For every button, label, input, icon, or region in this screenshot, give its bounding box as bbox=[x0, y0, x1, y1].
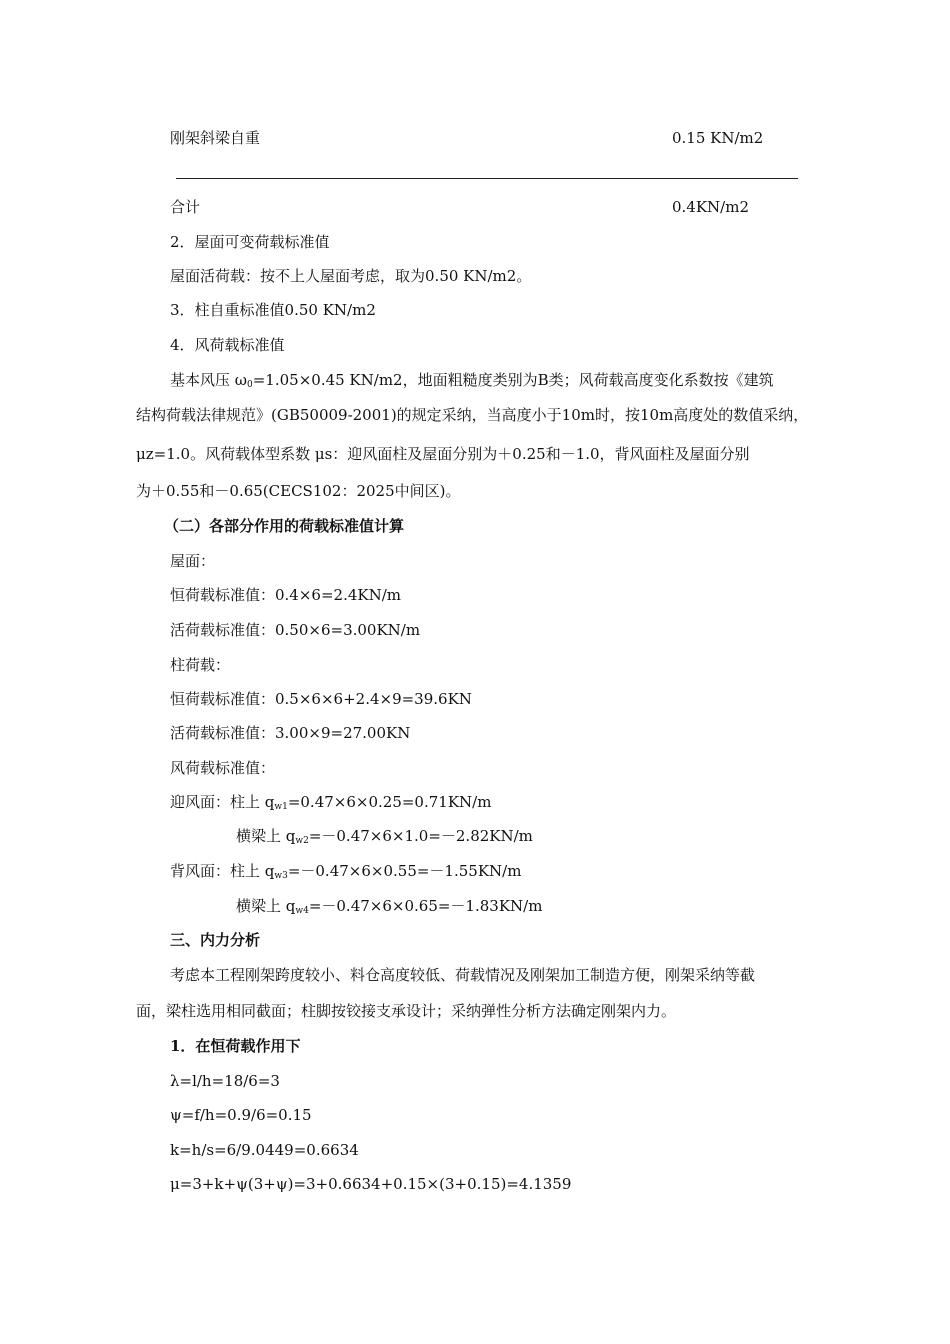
formula-k: k=h/s=6/9.0449=0.6634 bbox=[170, 1141, 359, 1159]
live-load-text: 屋面活荷载：按不上人屋面考虑，取为0.50 KN/m2。 bbox=[170, 267, 532, 285]
wind-load-row bbox=[170, 792, 491, 817]
wind-para-line4: 为＋0.55和－0.65(CECS102：2025中间区)。 bbox=[136, 482, 461, 500]
total-label: 合计 bbox=[170, 198, 201, 216]
wind-load-expression: =－0.47×6×0.65=－1.83KN/m bbox=[308, 897, 543, 915]
column-dead-load: 恒荷载标准值：0.5×6×6+2.4×9=39.6KN bbox=[170, 690, 472, 708]
wind-para-line1 bbox=[170, 370, 774, 395]
section-wind-title: 4．风荷载标准值 bbox=[170, 336, 285, 354]
wind-load-row bbox=[170, 861, 521, 886]
sum-divider bbox=[176, 178, 798, 179]
wind-load-expression: =0.47×6×0.25=0.71KN/m bbox=[287, 793, 492, 811]
section-live-title: 2．屋面可变荷载标准值 bbox=[170, 233, 330, 251]
column-live-load: 活荷载标准值：3.00×9=27.00KN bbox=[170, 724, 411, 742]
wind-load-prefix: 横梁上 q bbox=[236, 827, 296, 845]
formula-psi: ψ=f/h=0.9/6=0.15 bbox=[170, 1106, 312, 1124]
wind-std-label: 风荷载标准值： bbox=[170, 759, 276, 777]
roof-dead-load: 恒荷载标准值：0.4×6=2.4KN/m bbox=[170, 586, 401, 604]
column-self-weight: 3．柱自重标准值0.50 KN/m2 bbox=[170, 301, 376, 319]
wind-load-prefix: 迎风面：柱上 q bbox=[170, 793, 275, 811]
wind-load-subscript: w3 bbox=[274, 871, 288, 881]
analysis-para-line2: 面，梁柱选用相同截面；柱脚按铰接支承设计；采纳弹性分析方法确定刚架内力。 bbox=[136, 1002, 677, 1020]
wind-pressure-subscript: 0 bbox=[247, 380, 253, 390]
wind-load-prefix: 背风面：柱上 q bbox=[170, 862, 275, 880]
roof-label: 屋面： bbox=[170, 552, 216, 570]
wind-load-row bbox=[236, 896, 542, 921]
dead-load-row-value: 0.15 KN/m2 bbox=[672, 129, 764, 147]
formula-mu: μ=3+k+ψ(3+ψ)=3+0.6634+0.15×(3+0.15)=4.1359 bbox=[170, 1175, 572, 1193]
wind-load-expression: =－0.47×6×0.55=－1.55KN/m bbox=[287, 862, 522, 880]
roof-live-load: 活荷载标准值：0.50×6=3.00KN/m bbox=[170, 621, 421, 639]
formula-lambda: λ=l/h=18/6=3 bbox=[170, 1072, 280, 1090]
total-value: 0.4KN/m2 bbox=[672, 198, 750, 216]
wind-load-subscript: w4 bbox=[295, 906, 309, 916]
wind-load-prefix: 横梁上 q bbox=[236, 897, 296, 915]
analysis-para-line1: 考虑本工程刚架跨度较小、料仓高度较低、荷载情况及刚架加工制造方便，刚架采纳等截 bbox=[170, 966, 756, 984]
section-three-title: 三、内力分析 bbox=[170, 931, 261, 949]
wind-para-line2: 结构荷载法律规范》(GB50009-2001)的规定采纳，当高度小于10m时，按10m高度处的数值采纳， bbox=[136, 406, 809, 424]
wind-load-subscript: w2 bbox=[295, 836, 309, 846]
section-two-title: （二）各部分作用的荷载标准值计算 bbox=[164, 517, 405, 535]
wind-load-row bbox=[236, 826, 533, 851]
subsection-dead-title: 1．在恒荷载作用下 bbox=[170, 1037, 301, 1055]
dead-load-row-label: 刚架斜梁自重 bbox=[170, 129, 261, 147]
wind-para-line3: μz=1.0。风荷载体型系数 μs：迎风面柱及屋面分别为＋0.25和－1.0，背风面柱及屋面分别 bbox=[136, 445, 750, 463]
wind-load-subscript: w1 bbox=[274, 802, 288, 812]
column-label: 柱荷载： bbox=[170, 656, 231, 674]
wind-para-line1-rest: =1.05×0.45 KN/m2，地面粗糙度类别为B类；风荷载高度变化系数按《建筑 bbox=[252, 371, 774, 389]
wind-pressure-symbol: 基本风压 ω bbox=[170, 371, 247, 389]
wind-load-expression: =－0.47×6×1.0=－2.82KN/m bbox=[308, 827, 533, 845]
